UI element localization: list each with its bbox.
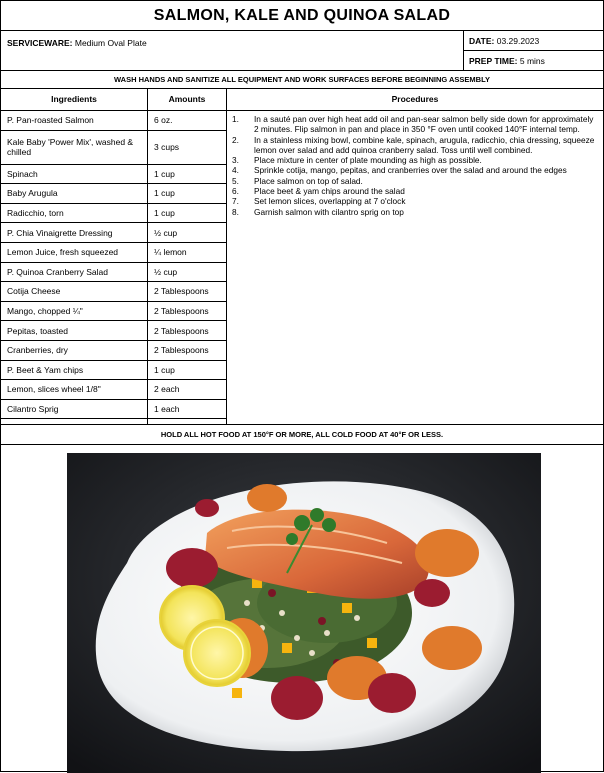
sanitize-notice: WASH HANDS AND SANITIZE ALL EQUIPMENT AND WORK SURFACES BEFORE BEGINNING ASSEMBLY (1, 71, 603, 89)
amount-cell: 1 each (148, 400, 226, 420)
ingredient-cell: Baby Arugula (1, 184, 147, 204)
prep-time-cell (464, 51, 603, 71)
amount-cell: 2 Tablespoons (148, 302, 226, 322)
ingredient-cell: P. Quinoa Cranberry Salad (1, 263, 147, 283)
recipe-table (1, 89, 603, 425)
ingredient-cell: P. Chia Vinaigrette Dressing (1, 223, 147, 243)
amount-cell: 1 cup (148, 165, 226, 185)
step-text: In a stainless mixing bowl, combine kale, spinach, arugula, radicchio, chia dressing, squeeze lemon over salad and add quinoa cranberry salad. Toss until well combined. (254, 134, 595, 155)
amount-cell: 2 Tablespoons (148, 321, 226, 341)
step-number: 1. (232, 114, 239, 124)
amount-cell: 2 Tablespoons (148, 341, 226, 361)
procedure-step (232, 196, 595, 206)
date-value: 03.29.2023 (496, 36, 540, 46)
ingredients-header: Ingredients (1, 89, 147, 111)
step-number: 2. (232, 134, 239, 145)
procedure-step (232, 114, 595, 135)
step-number: 3. (232, 155, 239, 166)
procedure-step (232, 186, 595, 196)
ingredient-cell: Kale Baby 'Power Mix', washed & chilled (1, 131, 147, 165)
procedures-list (227, 111, 603, 217)
ingredient-cell: Cranberries, dry (1, 341, 147, 361)
procedures-column (227, 89, 603, 425)
ingredient-cell: Cotija Cheese (1, 282, 147, 302)
ingredients-column (1, 89, 148, 425)
serviceware-cell (1, 31, 464, 71)
amount-cell: 2 Tablespoons (148, 282, 226, 302)
prep-time-value: 5 mins (519, 56, 545, 66)
ingredient-cell: Radicchio, torn (1, 204, 147, 224)
ingredient-cell: P. Beet & Yam chips (1, 361, 147, 381)
step-text: Garnish salmon with cilantro sprig on top (254, 206, 404, 217)
amount-cell: 1 cup (148, 361, 226, 381)
amount-cell: 1 cup (148, 184, 226, 204)
step-text: In a sauté pan over high heat add oil and pan-sear salmon belly side down for approximately 2 minutes. Flip salmon in pan and place in 350 °F oven until cooked 140°F internal temp. (254, 114, 594, 135)
amount-cell: 1 cup (148, 204, 226, 224)
ingredient-cell: Spinach (1, 165, 147, 185)
step-number: 6. (232, 186, 239, 197)
ingredient-cell: Pepitas, toasted (1, 321, 147, 341)
ingredient-cell: Lemon Juice, fresh squeezed (1, 243, 147, 263)
procedure-step (232, 176, 595, 186)
plated-salad-photo (67, 453, 541, 773)
ingredient-cell: Cilantro Sprig (1, 400, 147, 420)
step-number: 7. (232, 196, 239, 207)
photo-area (1, 445, 603, 771)
step-number: 4. (232, 165, 239, 176)
ingredient-cell: Lemon, slices wheel 1/8" (1, 380, 147, 400)
step-text: Sprinkle cotija, mango, pepitas, and cranberries over the salad and around the edges (254, 165, 567, 176)
step-text: Place beet & yam chips around the salad (254, 186, 405, 197)
procedure-step (232, 207, 595, 217)
ingredient-cell: P. Pan-roasted Salmon (1, 111, 147, 131)
meta-right (464, 31, 603, 71)
amount-cell: ¼ lemon (148, 243, 226, 263)
serviceware-value: Medium Oval Plate (74, 38, 147, 48)
procedure-step (232, 135, 595, 156)
step-number: 5. (232, 175, 239, 186)
amounts-column (148, 89, 227, 425)
amount-cell: 3 cups (148, 131, 226, 165)
amount-cell: ½ cup (148, 223, 226, 243)
step-number: 8. (232, 206, 239, 217)
date-label: DATE: (469, 36, 495, 46)
procedure-step (232, 165, 595, 175)
serviceware-label: SERVICEWARE: (7, 38, 73, 48)
amount-cell: ½ cup (148, 263, 226, 283)
meta-row (1, 31, 603, 71)
amount-cell: 2 each (148, 380, 226, 400)
date-cell (464, 31, 603, 51)
step-text: Set lemon slices, overlapping at 7 o'clock (254, 196, 406, 207)
prep-time-label: PREP TIME: (469, 56, 518, 66)
procedure-step (232, 155, 595, 165)
hold-temp-notice: HOLD ALL HOT FOOD AT 150°F OR MORE, ALL COLD FOOD AT 40°F OR LESS. (1, 425, 603, 445)
recipe-title: SALMON, KALE AND QUINOA SALAD (1, 1, 603, 31)
ingredient-cell: Mango, chopped ¼" (1, 302, 147, 322)
step-text: Place mixture in center of plate mounding as high as possible. (254, 155, 482, 166)
procedures-header: Procedures (227, 89, 603, 111)
step-text: Place salmon on top of salad. (254, 175, 363, 186)
amount-cell: 6 oz. (148, 111, 226, 131)
amounts-header: Amounts (148, 89, 226, 111)
